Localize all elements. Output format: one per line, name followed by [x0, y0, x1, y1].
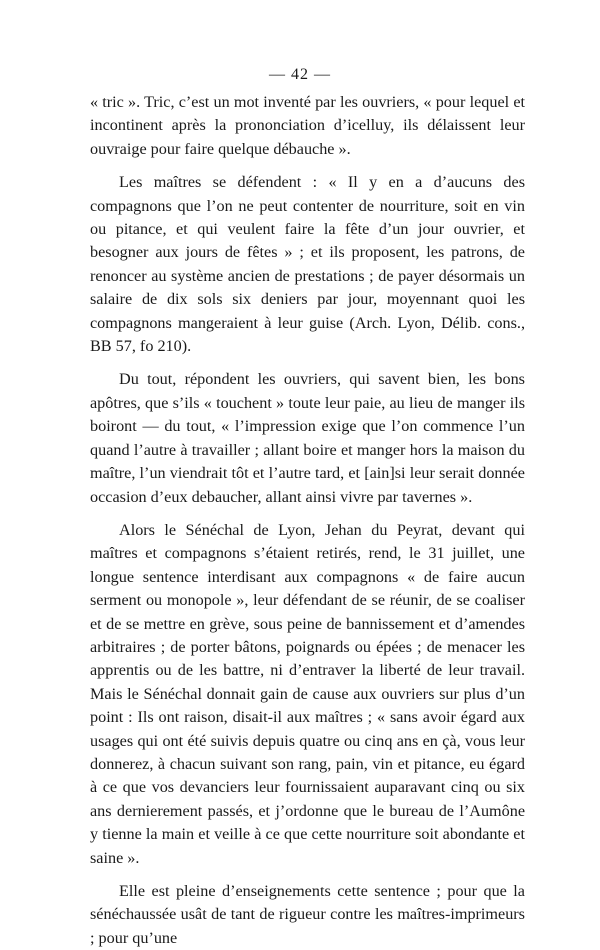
paragraph-2: Les maîtres se défendent : « Il y en a d’aucuns des compagnons que l’on ne peut contenter de nourriture, soit en vin ou pitance, et qui veulent faire la fête d’un jour ouvrier, et besogner aux jours de fêtes » ; et ils proposent, les patrons, de renoncer au système ancien de prestations ; de payer désormais un salaire de dix sols six deniers par jour, moyennant quoi les compagnons mangeraient à leur guise (Arch. Lyon, Délib. cons., BB 57, fo 210).: [90, 173, 525, 356]
page-number: — 42 —: [269, 66, 331, 83]
paragraph-1: « tric ». Tric, c’est un mot inventé par les ouvriers, « pour lequel et incontinent après la prononciation d’icelluy, ils délaissent leur ouvraige pour faire quelque débauche ».: [90, 93, 525, 158]
paragraph-4: Alors le Sénéchal de Lyon, Jehan du Peyrat, devant qui maîtres et compagnons s’étaient retirés, rend, le 31 juillet, une longue sentence interdisant aux compagnons « de faire aucun serment ou monopole », leur défendant de se réunir, de se coaliser et de se mettre en grève, sous peine de bannissement et d’amendes arbitraires ; de porter bâtons, poignards ou épées ; de menacer les apprentis ou de les battre, ni d’entraver la liberté de leur travail. Mais le Sénéchal donnait gain de cause aux ouvriers sur plus d’un point : Ils ont raison, disait-il aux maîtres ; « sans avoir égard aux usages qui ont été suivis depuis quatre ou cinq ans en çà, vous leur donnerez, à chacun suivant son rang, pain, vin et pitance, eu égard à ce que vos devanciers leur fournissaient auparavant cinq ou six ans dernierement passés, et j’ordonne que le bureau de l’Aumône y tienne la main et veille à ce que cette nourriture soit abondante et saine ».: [90, 520, 525, 867]
body-text: [90, 91, 525, 950]
paragraph-5: Elle est pleine d’enseignements cette sentence ; pour que la sénéchaussée usât de tant de rigueur contre les maîtres-imprimeurs ; pour qu’une: [90, 882, 525, 947]
paragraph-3: Du tout, répondent les ouvriers, qui savent bien, les bons apôtres, que s’ils « touchent » toute leur paie, au lieu de manger ils boiront — du tout, « l’impression exige que l’on commence l’un quand l’autre à travailler ; allant boire et manger hors la maison du maître, l’un viendrait tôt et l’autre tard, et [ain]si leur serait donnée occasion d’eux debaucher, allant ainsi vivre par tavernes ».: [90, 370, 525, 506]
